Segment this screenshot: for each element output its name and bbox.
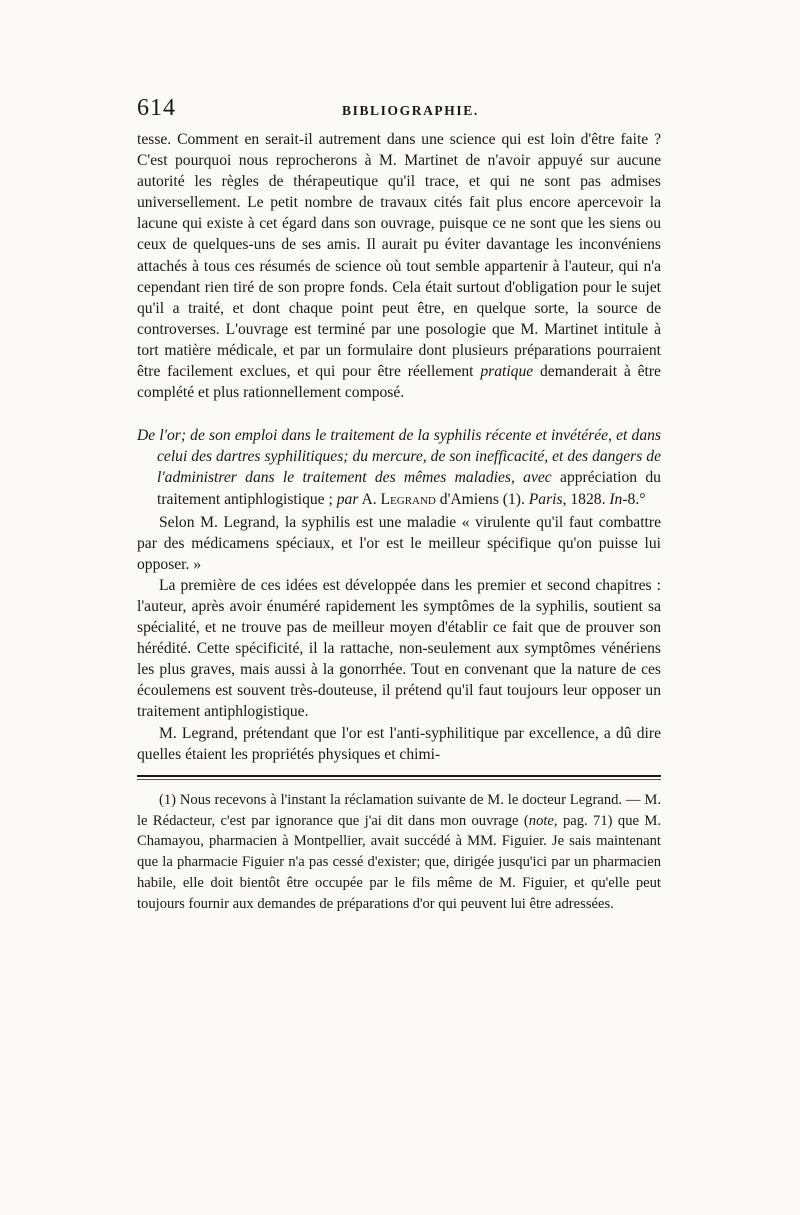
running-head: BIBLIOGRAPHIE. bbox=[342, 103, 479, 118]
footnote-text: (1) Nous recevons à l'instant la réclamation suivante de M. le docteur Legrand. — M. le Rédacteur, c'est par ignorance que j'ai dit dans mon ouvrage (note, pag. 71) que M. Chamayou, pharmacien à Montpellier, avait succédé à MM. Figuier. Je sais maintenant que la pharmacie Figuier n'a pas cessé d'exister; que, dirigée jusqu'ici par un pharmacien habile, elle doit bientôt être occupée par le fils même de M. Figuier, et qu'elle peut toujours fournir aux demandes de préparations d'or qui peuvent lui être adressées. bbox=[137, 791, 661, 912]
entry-title: De l'or; de son emploi dans le traitement de la syphilis récente et invétérée, et dans celui des dartres syphilitiques; du mercure, de son inefficacité, et des dangers de l'administrer dans le traitement des mêmes maladies, avec appréciation du traitement antiphlogistique ; par A. Legrand d'Amiens (1). Paris, 1828. In-8.° bbox=[137, 427, 661, 508]
bibliographic-entry bbox=[137, 425, 661, 509]
body-paragraph-2: La première de ces idées est développée dans les premier et second chapitres : l'auteur, après avoir énuméré rapidement les symptômes de la syphilis, soutient sa spécialité, et ne trouve pas de meilleur moyen d'établir ce fait que de prouver son hérédité. Cette spécificité, il la rattache, non-seulement aux symptômes vénériens les plus graves, mais aussi à la gonorrhée. Tout en convenant que la nature de ces écoulemens est souvent très-douteuse, il prétend qu'il faut toujours leur opposer un traitement antiphlogistique. bbox=[137, 576, 661, 721]
book-page bbox=[137, 95, 661, 915]
body-paragraph-1: Selon M. Legrand, la syphilis est une maladie « virulente qu'il faut combattre par des médicamens spéciaux, et l'or est le meilleur spécifique qu'on puisse lui opposer. » bbox=[137, 513, 661, 573]
page-number: 614 bbox=[137, 95, 176, 121]
author-name: Legrand bbox=[380, 490, 436, 508]
review-body bbox=[137, 512, 661, 765]
review-continuation bbox=[137, 129, 661, 403]
footnote-rule bbox=[137, 775, 661, 777]
footnote-rule-thin bbox=[137, 779, 661, 780]
review-paragraph: tesse. Comment en serait-il autrement dans une science qui est loin d'être faite ? C'est pourquoi nous reprocherons à M. Martinet de n'avoir appuyé sur aucune autorité les règles de thérapeutique qu'il trace, et qui ne sont pas admises universellement. Le petit nombre de travaux cités fait plus encore apercevoir la lacune qui existe à cet égard dans son ouvrage, puisque ce ne sont que les siens ou ceux de quelques-uns de ses amis. Il aurait pu éviter davantage les inconvéniens attachés à tous ces résumés de science où tout semble appartenir à l'auteur, qui n'a cependant rien tiré de son propre fonds. Cela était surtout d'obligation pour le sujet qu'il a traité, et dont chaque point peut être, en quelque sorte, la source de controverses. L'ouvrage est terminé par une posologie que M. Martinet intitule à tort matière médicale, et par un formulaire dont plusieurs préparations pourraient être facilement exclues, et qui pour être réellement pratique demanderait à être complété et plus rationnellement composé. bbox=[137, 131, 661, 402]
footnote bbox=[137, 790, 661, 915]
italic-word: pratique bbox=[480, 363, 534, 381]
page-header bbox=[137, 95, 661, 129]
section-gap bbox=[137, 403, 661, 425]
body-paragraph-3: M. Legrand, prétendant que l'or est l'anti-syphilitique par excellence, a dû dire quelles étaient les propriétés physiques et chimi- bbox=[137, 724, 661, 763]
